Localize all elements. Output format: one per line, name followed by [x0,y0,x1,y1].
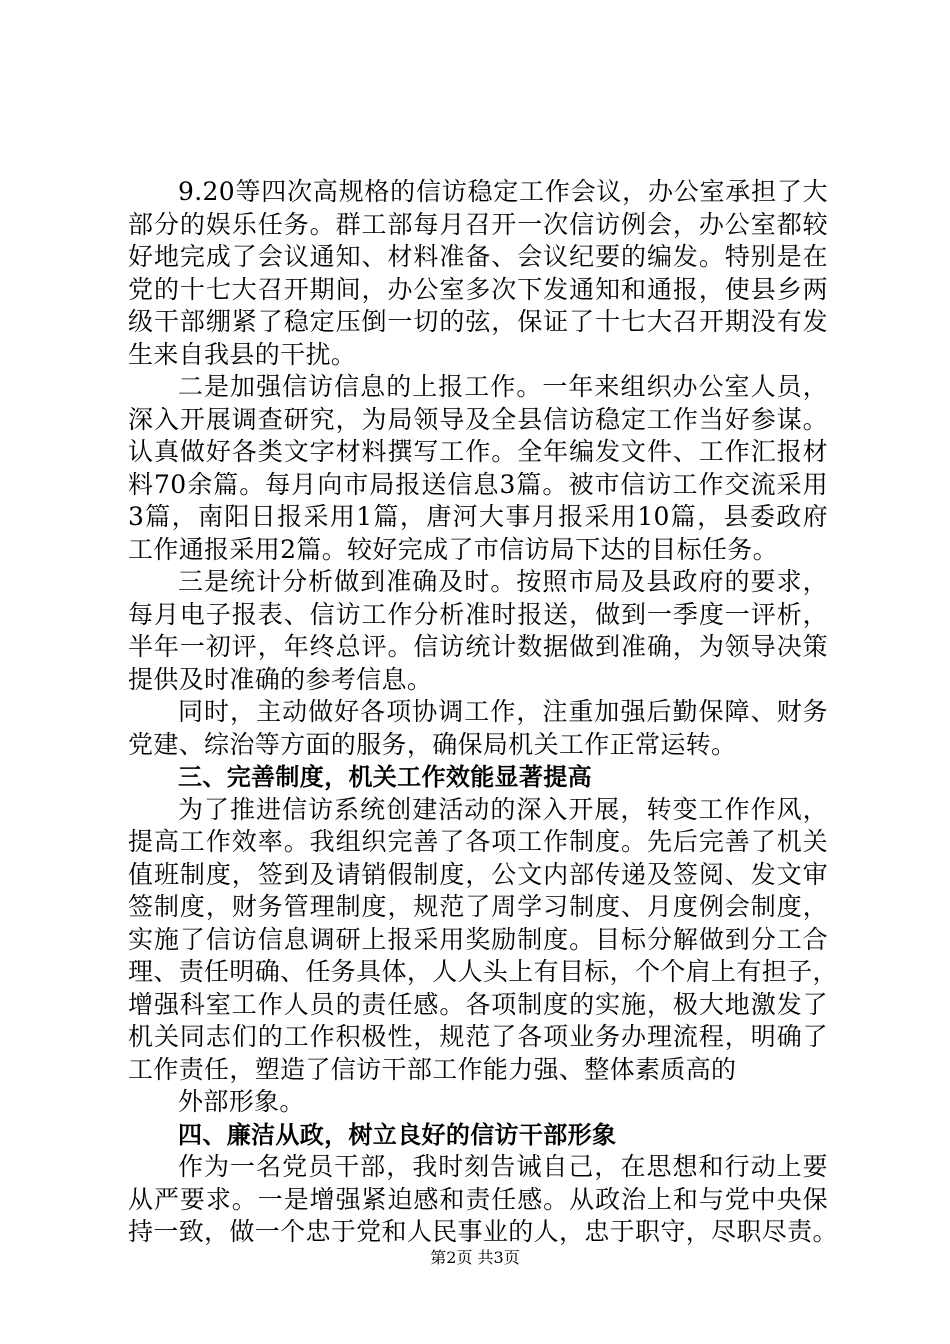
text-line: 签制度，财务管理制度，规范了周学习制度、月度例会制度， [128,892,828,921]
text-line: 党建、综治等方面的服务，确保局机关工作正常运转。 [128,729,737,759]
section-heading: 三、完善制度，机关工作效能显著提高 [178,763,592,791]
text-line: 提供及时准确的参考信息。 [128,664,433,694]
text-line: 同时，主动做好各项协调工作，注重加强后勤保障、财务 [178,697,828,726]
text-line: 二是加强信访信息的上报工作。一年来组织办公室人员， [178,372,828,401]
text-line: 每月电子报表、信访工作分析准时报送，做到一季度一评析， [128,599,828,629]
text-line: 作为一名党员干部，我时刻告诫自己，在思想和行动上要 [178,1152,828,1181]
text-line: 值班制度，签到及请销假制度，公文内部传递及签阅、发文审 [128,859,828,889]
text-line: 好地完成了会议通知、材料准备、会议纪要的编发。特别是在 [128,242,828,271]
text-line: 级干部绷紧了稳定压倒一切的弦，保证了十七大召开期没有发 [128,307,828,336]
text-line: 料70余篇。每月向市局报送信息3篇。被市信访工作交流采用 [128,469,828,499]
text-line: 认真做好各类文字材料撰写工作。全年编发文件、工作汇报材 [128,437,828,466]
text-line: 工作通报采用2篇。较好完成了市信访局下达的目标任务。 [128,534,779,564]
page-number-footer: 第2页 共3页 [430,1248,520,1267]
text-line: 从严要求。一是增强紧迫感和责任感。从政治上和与党中央保 [128,1184,828,1214]
text-line: 实施了信访信息调研上报采用奖励制度。目标分解做到分工合 [128,924,828,954]
text-line: 生来自我县的干扰。 [128,339,357,369]
text-line: 3篇，南阳日报采用1篇，唐河大事月报采用10篇，县委政府 [128,502,828,531]
text-line: 三是统计分析做到准确及时。按照市局及县政府的要求， [178,567,828,596]
text-line: 外部形象。 [178,1087,305,1116]
document-body [128,176,838,1249]
text-line: 部分的娱乐任务。群工部每月召开一次信访例会，办公室都较 [128,209,828,239]
text-line: 提高工作效率。我组织完善了各项工作制度。先后完善了机关 [128,827,828,856]
section-heading: 四、廉洁从政，树立良好的信访干部形象 [178,1120,617,1149]
text-line: 半年一初评，年终总评。信访统计数据做到准确，为领导决策 [128,632,828,661]
text-line: 为了推进信访系统创建活动的深入开展，转变工作作风， [178,794,828,824]
text-line: 机关同志们的工作积极性，规范了各项业务办理流程，明确了 [128,1022,828,1051]
text-line: 持一致，做一个忠于党和人民事业的人，忠于职守，尽职尽责。 [128,1217,838,1246]
text-line: 9.20等四次高规格的信访稳定工作会议，办公室承担了大 [178,177,828,206]
text-line: 工作责任，塑造了信访干部工作能力强、整体素质高的 [128,1054,737,1084]
text-line: 党的十七大召开期间，办公室多次下发通知和通报，使县乡两 [128,274,828,304]
text-line: 深入开展调查研究，为局领导及全县信访稳定工作当好参谋。 [128,404,828,434]
text-line: 理、责任明确、任务具体，人人头上有目标，个个肩上有担子， [128,957,838,986]
text-line: 增强科室工作人员的责任感。各项制度的实施，极大地激发了 [128,989,828,1019]
